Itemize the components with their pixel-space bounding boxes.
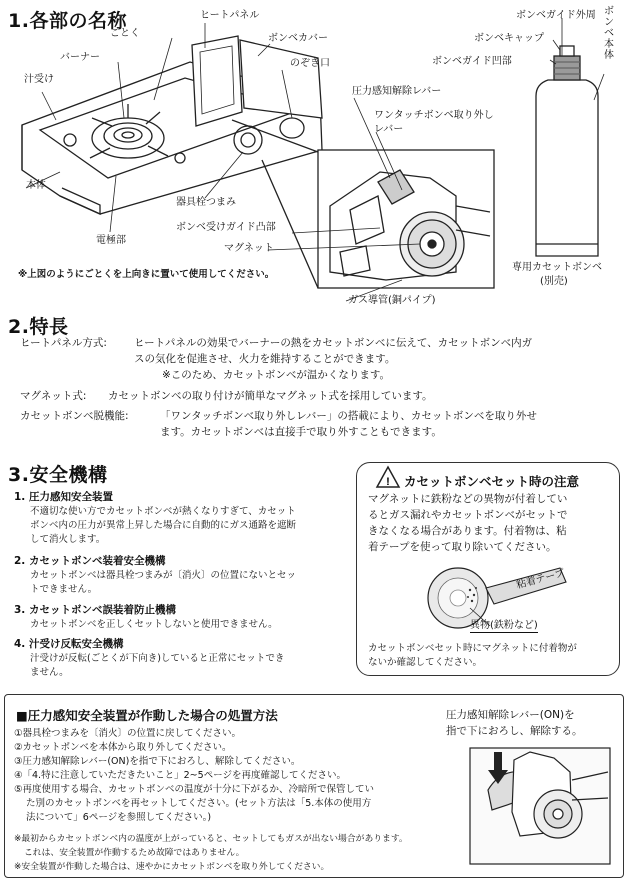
safety-item2-line1: カセットボンベは器具栓つまみが〔消火〕の位置にないとセッ — [30, 570, 297, 581]
procedure-step3: ③圧力感知解除レバー(ON)を指で下におろし、解除してください。 — [14, 756, 301, 767]
label-heat-panel: ヒートパネル — [200, 10, 260, 21]
label-gotoku: ごとく — [110, 28, 140, 39]
section3-title: 3.安全機構 — [8, 464, 108, 486]
label-burner: バーナー — [60, 52, 100, 63]
safety-item3-heading: 3. カセットボンベ誤装着防止機構 — [14, 604, 176, 616]
label-cylinder-cover: ボンベカバー — [268, 33, 328, 44]
safety-item2-line2: トできません。 — [30, 584, 98, 595]
feature-magnet-term: マグネット式: — [20, 390, 87, 402]
safety-item4-line2: ません。 — [30, 667, 69, 678]
label-body: 本体 — [26, 180, 46, 191]
procedure-step5-line1: ⑤再度使用する場合、カセットボンベの温度が十分に下がるか、冷暗所で保管してい — [14, 784, 375, 795]
cylinder-caption-sub: (別売) — [540, 276, 568, 287]
procedure-step5-line2: た別のカセットボンベを再セットしてください。(セット方法は「5.本体の使用方 — [26, 798, 372, 809]
safety-item4-line1: 汁受けが反転(ごとくが下向き)していると正常にセットでき — [30, 653, 285, 664]
label-cylinder-cap: ボンベキャップ — [474, 33, 544, 44]
feature-removal-line2: ます。カセットボンベは直接手で取り外すこともできます。 — [160, 426, 442, 438]
feature-removal-line1: 「ワンタッチボンベ取り外しレバー」の搭載により、カセットボンベを取り外せ — [160, 410, 537, 422]
feature-magnet-line1: カセットボンベの取り付けが簡単なマグネット式を採用しています。 — [108, 390, 433, 402]
label-one-touch-lever: ワンタッチボンベ取り外し — [374, 110, 494, 121]
label-guide-recess: ボンベガイド凹部 — [432, 56, 512, 67]
procedure-step4: ④「4.特に注意していただきたいこと」2~5ページを再度確認してください。 — [14, 770, 346, 781]
label-peephole: のぞき口 — [290, 58, 330, 69]
label-magnet: マグネット — [224, 243, 274, 254]
caution-title: カセットボンベセット時の注意 — [404, 474, 580, 489]
section1-note: ※上図のようにごとくを上向きに置いて使用してください。 — [18, 269, 275, 280]
caution-footer-line2: ないか確認してください。 — [368, 657, 483, 668]
label-guide-protrusion: ボンベ受けガイド凸部 — [176, 222, 276, 233]
label-guide-outer: ボンベガイド外周 — [516, 10, 596, 21]
safety-item1-heading: 1. 圧力感知安全装置 — [14, 491, 113, 503]
caution-footer-line1: カセットボンベセット時にマグネットに付着物が — [368, 643, 577, 654]
procedure-note1: ※最初からカセットボンベ内の温度が上がっていると、セットしてもガスが出ない場合があります。 — [14, 834, 408, 844]
procedure-side-line1: 圧力感知解除レバー(ON)を — [446, 709, 575, 721]
svg-text:!: ! — [386, 476, 390, 488]
procedure-note2: これは、安全装置が作動するため故障ではありません。 — [24, 848, 245, 858]
label-one-touch-lever-2: レバー — [374, 124, 404, 135]
label-pressure-release-lever: 圧力感知解除レバー — [352, 86, 442, 97]
procedure-side-line2: 指で下におろし、解除する。 — [446, 725, 583, 737]
label-cylinder-body: ボンベ本体 — [604, 6, 614, 61]
caution-line1: マグネットに鉄粉などの異物が付着してい — [368, 493, 568, 505]
tape-label: 粘着テープ — [515, 567, 566, 592]
safety-item1-line1: 不適切な使い方でカセットボンベが熱くなりすぎて、カセット — [30, 506, 296, 517]
procedure-step1: ①器具栓つまみを〔消火〕の位置に戻してください。 — [14, 728, 242, 739]
caution-line2: るとガス漏れやカセットボンベがセットで — [368, 509, 568, 521]
label-valve-knob: 器具栓つまみ — [176, 197, 236, 208]
safety-item3-line1: カセットボンベを正しくセットしないと使用できません。 — [30, 619, 278, 630]
procedure-title: ■圧力感知安全装置が作動した場合の処置方法 — [16, 708, 278, 723]
feature-heat-panel-line3: ※このため、カセットボンベが温かくなります。 — [162, 369, 391, 381]
caution-line3: きなくなる場合があります。付着物は、粘 — [368, 525, 567, 537]
label-electrode: 電極部 — [96, 235, 126, 246]
feature-heat-panel-line1: ヒートパネルの効果でバーナーの熱をカセットボンベに伝えて、カセットボンベ内ガ — [134, 337, 533, 349]
cylinder-caption: 専用カセットボンベ — [512, 262, 602, 273]
procedure-step5-line3: 法について」6ページを参照してください。) — [26, 812, 212, 823]
label-gas-pipe: ガス導管(銅パイプ) — [348, 295, 436, 306]
feature-removal-term: カセットボンベ脱機能: — [20, 410, 129, 422]
procedure-note3: ※安全装置が作動した場合は、速やかにカセットボンベを取り外してください。 — [14, 862, 330, 872]
foreign-matter-label: 異物(鉄粉など) — [470, 620, 538, 631]
safety-item4-heading: 4. 汁受け反転安全機構 — [14, 638, 124, 650]
feature-heat-panel-term: ヒートパネル方式: — [20, 337, 107, 349]
safety-item1-line3: して消火します。 — [30, 534, 106, 545]
label-drip-tray: 汁受け — [24, 74, 54, 85]
section2-title: 2.特長 — [8, 316, 69, 338]
procedure-step2: ②カセットボンベを本体から取り外してください。 — [14, 742, 232, 753]
caution-line4: 着テープを使って取り除いてください。 — [368, 541, 557, 553]
safety-item1-line2: ボンベ内の圧力が異常上昇した場合に自動的にガス通路を遮断 — [30, 520, 297, 531]
section1-title: 1.各部の名称 — [8, 10, 127, 32]
safety-item2-heading: 2. カセットボンベ装着安全機構 — [14, 555, 166, 567]
feature-heat-panel-line2: スの気化を促進させ、火力を維持することができます。 — [134, 353, 396, 365]
